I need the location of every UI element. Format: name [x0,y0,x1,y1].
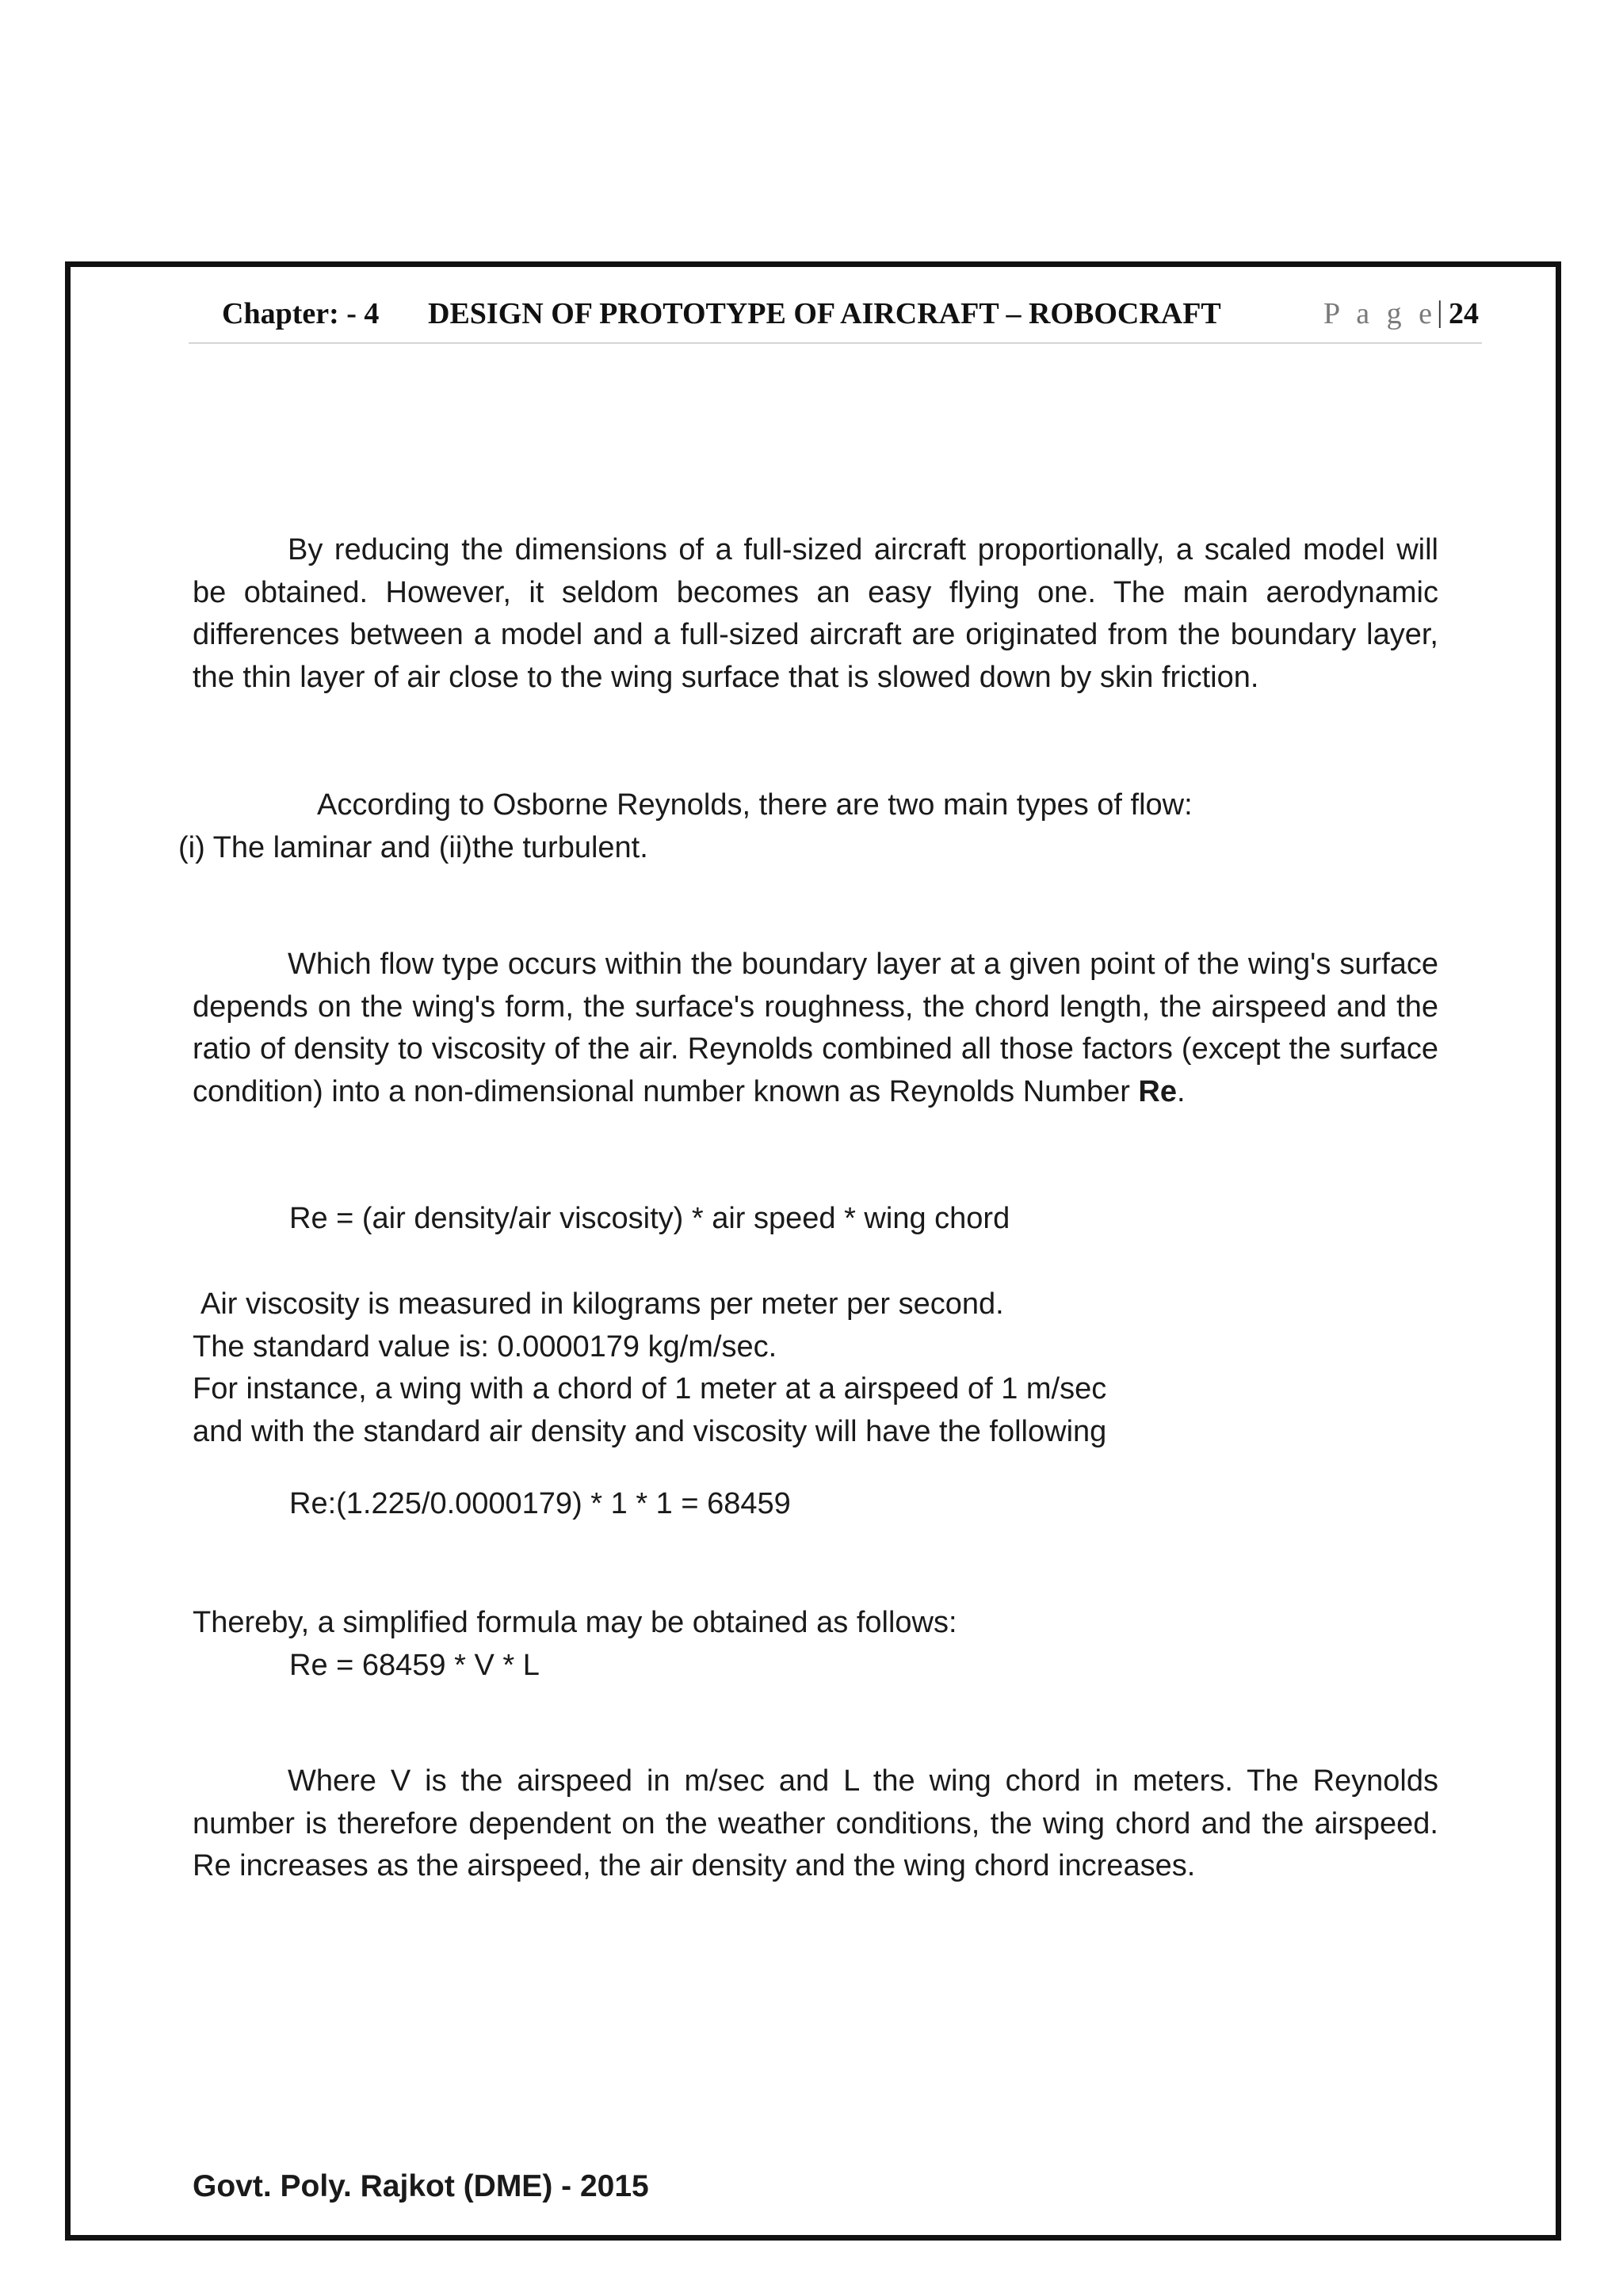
page-label: P a g e [1323,297,1437,330]
flow-types-intro: According to Osborne Reynolds, there are two main types of flow: [317,788,1193,822]
page-footer: Govt. Poly. Rajkot (DME) - 2015 [193,2169,649,2203]
air-viscosity-line: Air viscosity is measured in kilograms per meter per second. [200,1287,1004,1321]
chapter-label: Chapter: - 4 [222,297,380,330]
paragraph-flow-types [178,784,1438,869]
page-header [189,293,1482,344]
flow-types-list: (i) The laminar and (ii)the turbulent. [178,830,648,864]
paragraph-reynolds-number [193,944,1438,1113]
formula-reynolds: Re = (air density/air viscosity) * air speed * wing chord [289,1202,1010,1235]
example-line-2: and with the standard air density and viscosity will have the following [193,1414,1107,1448]
formula-simplified: Re = 68459 * V * L [289,1649,540,1682]
paragraph-air-viscosity [193,1283,1438,1453]
reynolds-number-text: Which flow type occurs within the boundary layer at a given point of the wing's surface depends on the wing's form, the surface's roughness, the chord length, the airspeed and the ratio of density to viscosity of the air. Reynolds combined all those factors (except the surface condition) into a non-dimensional number known as Reynolds Number [193,948,1438,1108]
reynolds-number-end: . [1177,1074,1186,1108]
reynolds-number-symbol: Re [1138,1074,1177,1108]
paragraph-scaled-model: By reducing the dimensions of a full-sized aircraft proportionally, a scaled model will be obtained. However, it seldom becomes an easy flying one. The main aerodynamic differences between a model and a full-sized aircraft are originated from the boundary layer, the thin layer of air close to the wing surface that is slowed down by skin friction. [193,533,1438,694]
standard-value-line: The standard value is: 0.0000179 kg/m/sec. [193,1329,777,1363]
page-separator: | [1437,296,1443,329]
formula-example: Re:(1.225/0.0000179) * 1 * 1 = 68459 [289,1487,791,1520]
paragraph-conclusion: Where V is the airspeed in m/sec and L the wing chord in meters. The Reynolds number is therefore dependent on the weather conditions, the wing chord and the airspeed. Re increases as the airspeed, the air density and the wing chord increases. [193,1764,1438,1883]
chapter-title: DESIGN OF PROTOTYPE OF AIRCRAFT – ROBOCRAFT [428,297,1221,330]
example-line-1: For instance, a wing with a chord of 1 meter at a airspeed of 1 m/sec [193,1372,1107,1406]
page-number: 24 [1449,297,1479,330]
paragraph-simplified: Thereby, a simplified formula may be obtained as follows: [193,1606,957,1639]
